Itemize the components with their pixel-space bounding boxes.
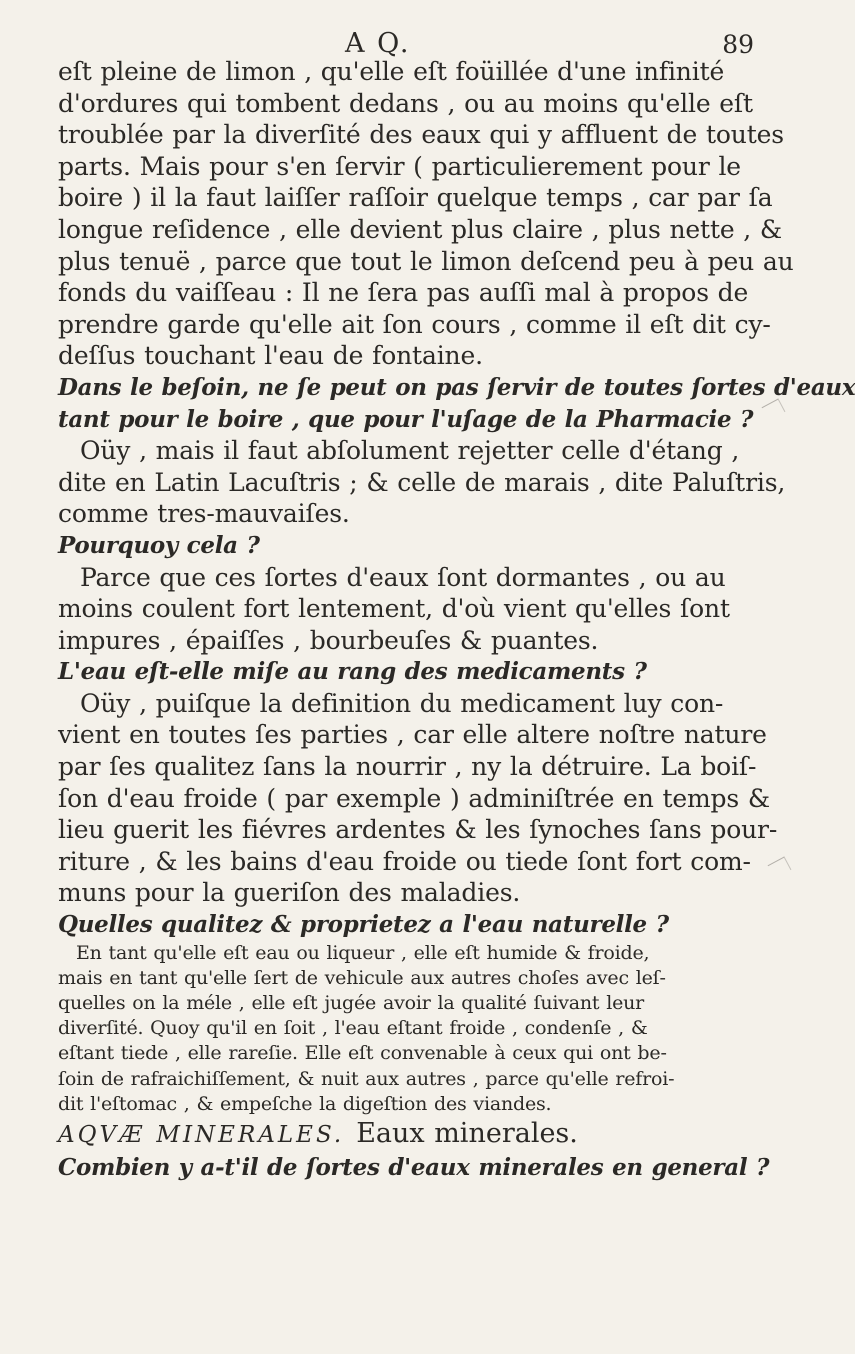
text-line: par ſes qualitez ſans la nourrir , ny la détruire. La boiſ-	[58, 752, 757, 782]
text-line: troublée par la diverſité des eaux qui y affluent de toutes	[58, 120, 784, 150]
page-number: 89	[722, 30, 754, 59]
text-line: lieu guerit les fiévres ardentes & les ſynoches ſans pour-	[58, 815, 778, 845]
text-line: prendre garde qu'elle ait ſon cours , comme il eſt dit cy-	[58, 309, 771, 339]
text-line: fonds du vaiſſeau : Il ne ſera pas auſſi mal à propos de	[58, 278, 749, 308]
question-line: L'eau eſt-elle miſe au rang des medicaments ?	[58, 658, 647, 686]
text-line: boire ) il la faut laiſſer raſſoir quelque temps , car par ſa	[58, 183, 773, 213]
text-line: eſt pleine de limon , qu'elle eſt foüillée d'une infinité	[58, 57, 725, 86]
commentary-line: mais en tant qu'elle ſert de vehicule aux autres choſes avec leſ-	[58, 966, 666, 989]
running-head: A Q.	[345, 28, 411, 59]
text-line: d'ordures qui tombent dedans , ou au moins qu'elle eſt	[58, 88, 753, 118]
page-header	[0, 10, 800, 58]
commentary-line: diverſité. Quoy qu'il en ſoit , l'eau eſtant froide , condenſe , &	[58, 1017, 648, 1040]
text-line: deſſus touchant l'eau de fontaine.	[58, 341, 483, 371]
commentary-line: ſoin de rafraichiſſement, & nuit aux autres , parce qu'elle refroi-	[58, 1067, 675, 1090]
section-heading-latin: AQVÆ MINERALES.	[58, 1122, 345, 1149]
text-line: comme tres-mauvaiſes.	[58, 499, 350, 529]
section-heading-french: Eaux minerales.	[356, 1118, 578, 1150]
text-line: riture , & les bains d'eau froide ou tiede ſont fort com-	[58, 846, 751, 876]
text-line: vient en toutes ſes parties , car elle altere noſtre nature	[58, 720, 767, 750]
body-text	[58, 56, 855, 1184]
commentary-line: eſtant tiede , elle rareſie. Elle eſt convenable à ceux qui ont be-	[58, 1042, 667, 1065]
text-line: Oüy , mais il faut abſolument rejetter celle d'étang ,	[80, 436, 740, 466]
text-line: dite en Latin Lacuſtris ; & celle de marais , dite Paluſtris,	[58, 467, 786, 497]
text-line: muns pour la gueriſon des maladies.	[58, 878, 521, 908]
margin-ink-mark	[768, 856, 792, 878]
text-line: moins coulent fort lentement, d'où vient qu'elles ſont	[58, 594, 730, 624]
margin-ink-mark	[762, 398, 786, 420]
text-line: ſon d'eau froide ( par exemple ) adminiſtrée en temps &	[58, 783, 770, 813]
commentary-line: dit l'eſtomac , & empeſche la digeſtion des viandes.	[58, 1092, 552, 1115]
text-line: parts. Mais pour s'en ſervir ( particulierement pour le	[58, 151, 741, 181]
text-line: plus tenuë , parce que tout le limon deſcend peu à peu au	[58, 246, 794, 276]
text-line: longue reſidence , elle devient plus claire , plus nette , &	[58, 214, 782, 244]
question-line: Quelles qualitez & proprietez a l'eau naturelle ?	[58, 911, 669, 939]
question-line: Combien y a-t'il de ſortes d'eaux minerales en general ?	[58, 1154, 770, 1182]
text-line: impures , épaiſſes , bourbeuſes & puantes.	[58, 625, 599, 655]
commentary-line: quelles on la méle , elle eſt jugée avoir la qualité ſuivant leur	[58, 992, 645, 1015]
text-line: Oüy , puiſque la definition du medicament luy con-	[80, 688, 724, 718]
commentary-line: En tant qu'elle eſt eau ou liqueur , elle eſt humide & froide,	[76, 941, 650, 964]
section-heading	[58, 1117, 738, 1152]
text-line: Parce que ces ſortes d'eaux ſont dormantes , ou au	[80, 562, 726, 592]
question-line: tant pour le boire , que pour l'uſage de la Pharmacie ?	[58, 405, 754, 433]
question-line: Pourquoy cela ?	[58, 531, 260, 559]
question-line: Dans le beſoin, ne ſe peut on pas ſervir de toutes ſortes d'eaux	[58, 373, 855, 401]
